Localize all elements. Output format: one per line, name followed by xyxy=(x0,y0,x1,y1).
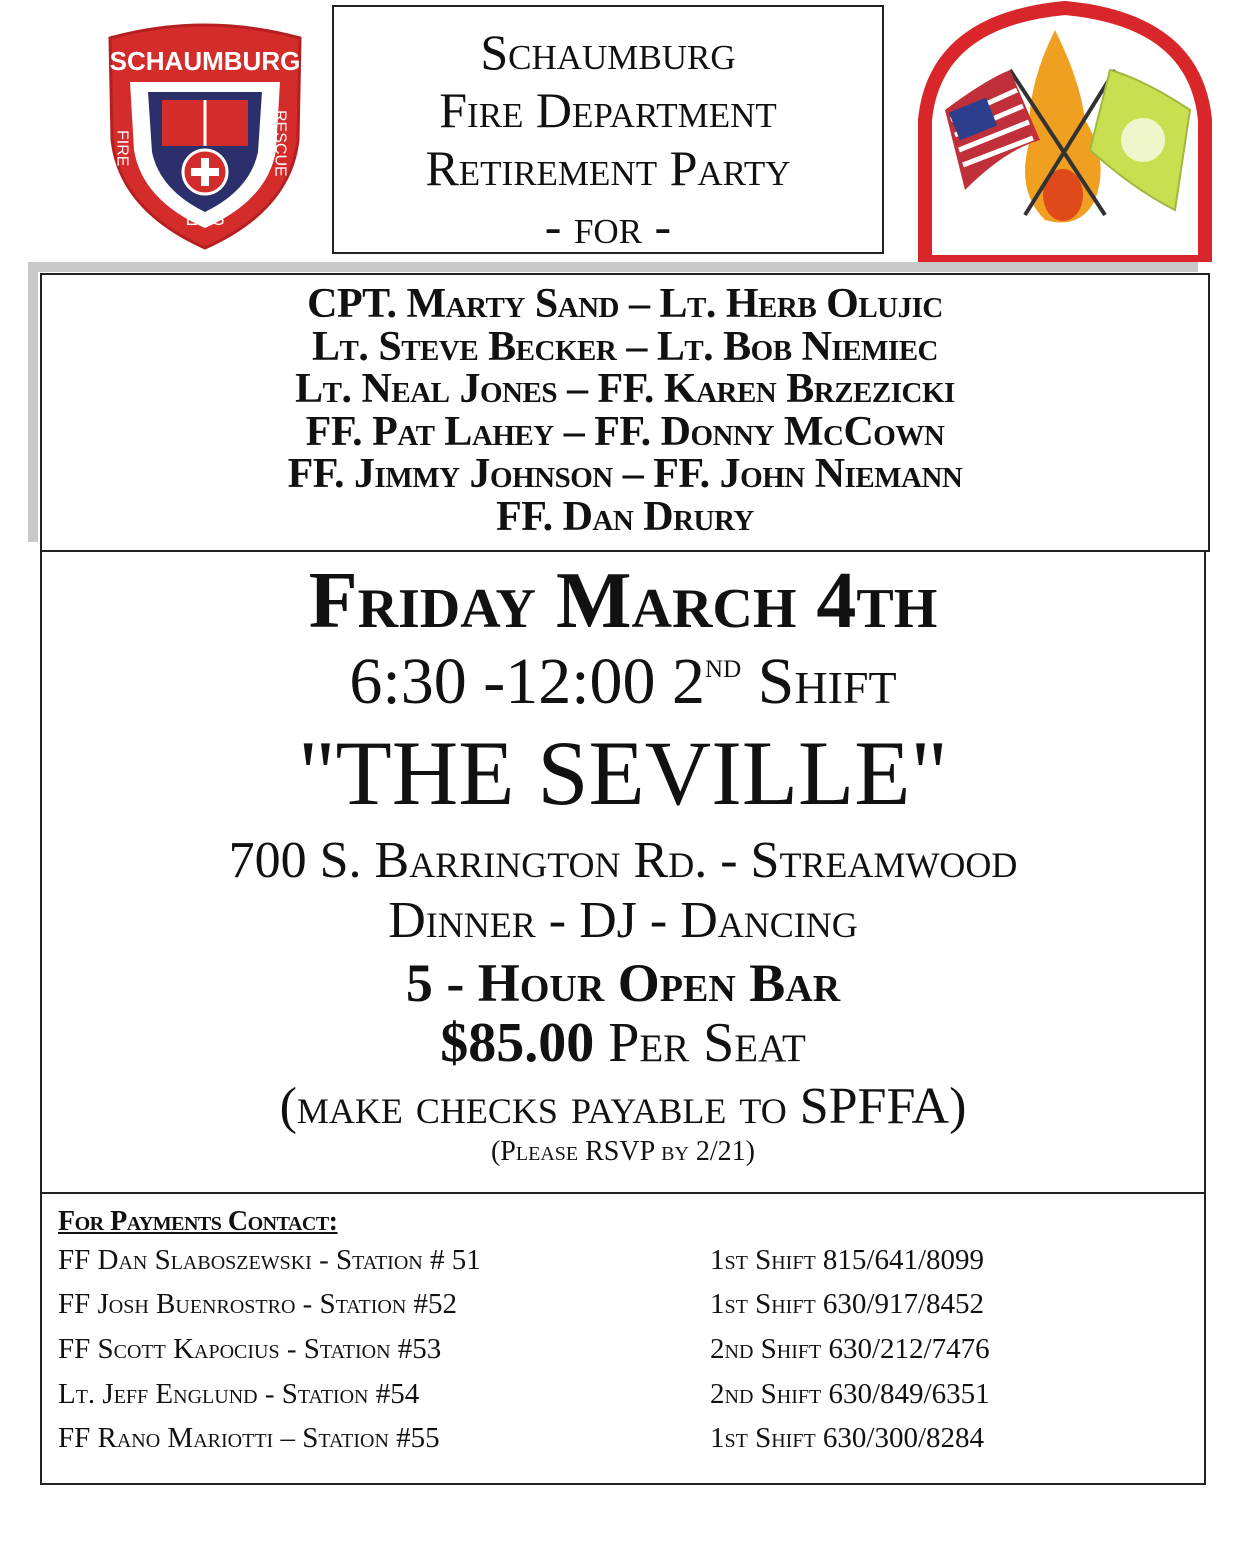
header-title-box xyxy=(332,5,884,254)
event-checks-note: (make checks payable to SPFFA) xyxy=(279,1078,967,1135)
honoree-line: Lt. Steve Becker – Lt. Bob Niemiec xyxy=(311,323,938,370)
flags-flame-patch xyxy=(905,0,1225,262)
event-rsvp: (Please RSVP by 2/21) xyxy=(490,1136,755,1167)
logo-rescue-text: RESCUE xyxy=(271,110,289,177)
logo-ems-text: EMS xyxy=(185,209,225,229)
contact-phone: 1st Shift 630/917/8452 xyxy=(710,1288,985,1320)
contact-row xyxy=(58,1284,1188,1324)
honoree-line: FF. Jimmy Johnson – FF. John Niemann xyxy=(287,451,963,497)
contact-row xyxy=(58,1374,1188,1414)
header-line-2: Fire Department xyxy=(439,82,777,138)
contact-row xyxy=(58,1418,1188,1458)
logo-name-text: SCHAUMBURG xyxy=(109,46,301,76)
contact-name: FF Dan Slaboszewski - Station # 51 xyxy=(58,1244,481,1276)
header-line-3: Retirement Party xyxy=(425,140,791,196)
event-venue: "THE SEVILLE" xyxy=(298,722,948,824)
event-time xyxy=(42,644,1204,720)
honoree-line: FF. Pat Lahey – FF. Donny McCown xyxy=(305,408,945,455)
event-details xyxy=(40,551,1206,1195)
event-time-suffix: Shift xyxy=(741,645,897,718)
header-line-1: Schaumburg xyxy=(480,24,736,80)
contact-phone: 2nd Shift 630/849/6351 xyxy=(710,1378,990,1410)
flags-and-flame-icon xyxy=(905,0,1225,262)
contact-phone: 1st Shift 630/300/8284 xyxy=(710,1422,985,1454)
event-price-amount: $85.00 xyxy=(440,1012,595,1074)
contact-phone: 1st Shift 815/641/8099 xyxy=(710,1244,985,1276)
event-activities: Dinner - DJ - Dancing xyxy=(388,892,858,949)
honoree-line: FF. Dan Drury xyxy=(496,493,754,540)
contact-phone: 2nd Shift 630/212/7476 xyxy=(710,1333,990,1365)
event-price xyxy=(42,1011,1204,1075)
event-price-suffix: Per Seat xyxy=(594,1012,806,1074)
contacts-heading: For Payments Contact: xyxy=(58,1206,338,1237)
contact-name: FF Josh Buenrostro - Station #52 xyxy=(58,1288,458,1320)
contact-name: FF Rano Mariotti – Station #55 xyxy=(58,1422,440,1454)
event-open-bar: 5 - Hour Open Bar xyxy=(405,953,841,1013)
honoree-line: Lt. Neal Jones – FF. Karen Brzezicki xyxy=(295,366,955,412)
event-date: Friday March 4th xyxy=(308,557,938,645)
honoree-line: CPT. Marty Sand – Lt. Herb Olujic xyxy=(307,281,943,327)
payment-contacts xyxy=(40,1192,1206,1485)
logo-fire-text: FIRE xyxy=(113,130,131,167)
event-time-sup: nd xyxy=(705,645,742,685)
contact-row xyxy=(58,1329,1188,1369)
contact-name: Lt. Jeff Englund - Station #54 xyxy=(58,1378,420,1410)
schaumburg-fire-logo xyxy=(100,20,310,250)
contact-name: FF Scott Kapocius - Station #53 xyxy=(58,1333,442,1365)
contact-row xyxy=(58,1240,1188,1280)
event-address: 700 S. Barrington Rd. - Streamwood xyxy=(228,832,1018,889)
honorees-box xyxy=(40,273,1210,552)
header-line-4: - for - xyxy=(544,198,672,254)
shield-icon xyxy=(100,20,310,250)
event-time-prefix: 6:30 -12:00 2 xyxy=(349,645,706,718)
honorees-shadow-side xyxy=(28,262,38,542)
honorees-shadow xyxy=(28,262,1198,272)
